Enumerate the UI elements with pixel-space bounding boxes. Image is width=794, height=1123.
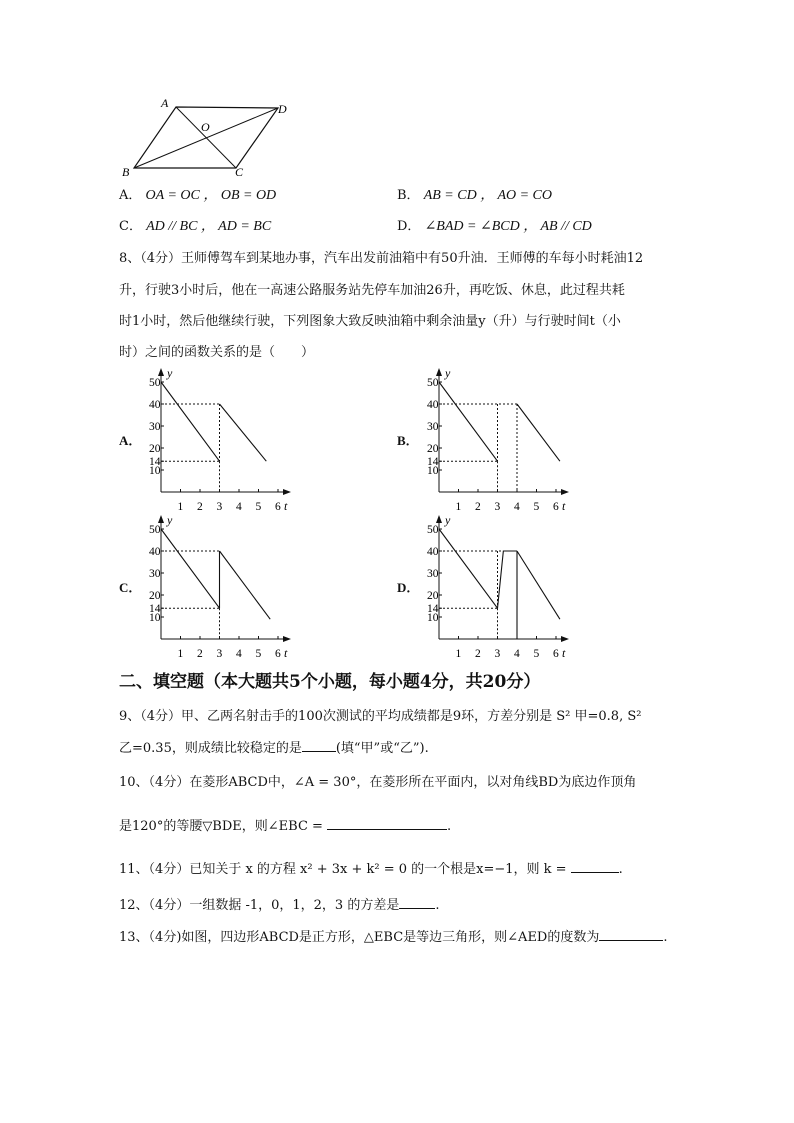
y-tick-label: 50: [149, 377, 161, 389]
x-tick-label: 3: [494, 648, 501, 660]
y-tick-label: 30: [427, 568, 439, 580]
y-tick-label: 14: [149, 456, 161, 469]
q11-line: [119, 860, 623, 878]
option-text: AD // BC ， AD = BC: [146, 219, 272, 234]
q8-line-4: 时）之间的函数关系的是（ ）: [119, 345, 315, 360]
t-axis-label: t: [562, 499, 566, 513]
q11-text-b: .: [618, 862, 623, 877]
q7-option-c: [119, 219, 271, 236]
graph-b: [427, 365, 577, 515]
q7-option-a: [119, 188, 276, 205]
q9-line-2-b: (填“甲”或“乙”).: [335, 741, 429, 756]
series-second-leg: [220, 551, 271, 619]
x-tick-label: 5: [533, 501, 540, 513]
q12-text-a: 12、（4分）一组数据 -1，0，1，2，3 的方差是: [119, 898, 400, 913]
x-tick-label: 2: [197, 501, 203, 513]
y-axis-arrow: [158, 515, 164, 523]
x-axis-arrow: [561, 489, 569, 495]
q13-answer-blank[interactable]: [599, 928, 663, 941]
y-tick-label: 50: [427, 524, 439, 536]
q7-option-d: [397, 219, 592, 236]
y-tick-label: 14: [149, 603, 161, 616]
x-tick-label: 1: [177, 501, 184, 513]
x-tick-label: 1: [455, 501, 462, 513]
t-axis-label: t: [284, 499, 288, 513]
option-text: OA = OC ， OB = OD: [145, 188, 277, 203]
x-axis-arrow: [283, 636, 291, 642]
x-tick-label: 3: [216, 648, 223, 660]
parallelogram-figure: [118, 96, 298, 182]
q10-line-2-b: .: [446, 819, 452, 834]
x-tick-label: 1: [177, 648, 184, 660]
y-tick-label: 30: [149, 421, 161, 433]
y-tick-label: 14: [427, 456, 439, 469]
y-tick-label: 20: [149, 443, 161, 455]
t-axis-label: t: [284, 646, 288, 660]
y-tick-label: 10: [149, 465, 161, 477]
graph-c-label: C．: [119, 580, 142, 595]
label-c: C: [235, 165, 244, 179]
q13-text-a: 13、（4分)如图，四边形ABCD是正方形，△EBC是等边三角形，则∠AED的度数为: [119, 930, 600, 945]
y-tick-label: 14: [427, 603, 439, 616]
y-axis-arrow: [436, 515, 442, 523]
y-tick-label: 30: [149, 568, 161, 580]
x-tick-label: 5: [255, 648, 262, 660]
x-tick-label: 2: [197, 648, 203, 660]
y-axis-label: y: [445, 513, 451, 527]
y-axis-label: y: [445, 366, 451, 380]
graph-b-label: B．: [397, 433, 419, 448]
x-tick-label: 4: [236, 648, 242, 660]
y-axis-label: y: [167, 513, 173, 527]
x-tick-label: 2: [475, 501, 481, 513]
t-axis-label: t: [562, 646, 566, 660]
graph-d: [427, 512, 577, 662]
q9-line-2: [119, 739, 429, 757]
x-tick-label: 3: [216, 501, 223, 513]
series-first-leg: [161, 382, 220, 461]
series-second-leg: [220, 404, 267, 461]
y-axis-label: y: [167, 366, 173, 380]
q10-line-1: 10、（4分）在菱形ABCD中，∠A = 30°，在菱形所在平面内，以对角线BD为底边作顶角: [119, 775, 637, 790]
section-2-title: 二、填空题（本大题共5个小题，每小题4分，共20分）: [119, 672, 541, 692]
graph-d-panel: [397, 512, 577, 662]
q8-line-3: 时1小时，然后他继续行驶，下列图象大致反映油箱中剩余油量y（升）与行驶时间t（小: [119, 314, 621, 329]
x-axis-arrow: [283, 489, 291, 495]
graph-b-panel: [397, 365, 577, 515]
x-tick-label: 5: [533, 648, 540, 660]
series-second-leg: [517, 551, 560, 619]
y-tick-label: 10: [427, 612, 439, 624]
y-tick-label: 40: [149, 399, 161, 411]
option-letter: D．: [397, 219, 421, 234]
option-text: AB = CD ， AO = CO: [423, 188, 553, 203]
q9-answer-blank[interactable]: [302, 739, 336, 752]
y-tick-label: 50: [427, 377, 439, 389]
option-text: ∠BAD = ∠BCD ， AB // CD: [424, 219, 592, 234]
graph-c: [149, 512, 299, 662]
q12-answer-blank[interactable]: [399, 896, 435, 909]
series-first-leg: [161, 529, 220, 608]
q10-line-2: [119, 817, 451, 835]
option-letter: A．: [119, 188, 142, 203]
series-first-leg: [439, 529, 498, 608]
series-refuel-rest: [498, 551, 518, 608]
y-tick-label: 20: [427, 590, 439, 602]
y-tick-label: 10: [427, 465, 439, 477]
y-tick-label: 20: [149, 590, 161, 602]
x-tick-label: 4: [514, 501, 520, 513]
q10-answer-blank[interactable]: [327, 817, 447, 830]
q12-text-b: .: [435, 898, 440, 913]
series-first-leg: [439, 382, 498, 461]
x-tick-label: 6: [553, 501, 559, 513]
y-tick-label: 40: [427, 546, 439, 558]
x-tick-label: 6: [553, 648, 559, 660]
x-tick-label: 1: [455, 648, 462, 660]
x-tick-label: 6: [275, 648, 281, 660]
y-axis-arrow: [158, 368, 164, 376]
q9-line-2-a: 乙=0.35，则成绩比较稳定的是: [119, 741, 302, 756]
q7-option-b: [397, 188, 552, 205]
y-tick-label: 40: [149, 546, 161, 558]
graph-a-label: A．: [119, 433, 142, 448]
q8-line-2: 升，行驶3小时后，他在一高速公路服务站先停车加油26升，再吃饭、休息，此过程共耗: [119, 283, 625, 298]
label-a: A: [161, 96, 169, 110]
option-letter: C．: [119, 219, 142, 234]
q13-line: [119, 928, 668, 946]
q10-line-2-a: 是120°的等腰▽BDE，则∠EBC =: [119, 819, 323, 834]
label-o: O: [201, 120, 210, 134]
q9-line-1: 9、（4分）甲、乙两名射击手的100次测试的平均成绩都是9环，方差分别是 S² 甲=0.8, S²: [119, 709, 642, 724]
x-tick-label: 4: [236, 501, 242, 513]
label-b: B: [122, 165, 130, 179]
q11-text-a: 11、（4分）已知关于 x 的方程 x² + 3x + k² = 0 的一个根是x=−1，则 k =: [119, 862, 567, 877]
y-tick-label: 30: [427, 421, 439, 433]
graph-c-panel: [119, 512, 299, 662]
q13-text-b: .: [663, 930, 668, 945]
graph-a: [149, 365, 299, 515]
graph-a-panel: [119, 365, 299, 515]
q11-answer-blank[interactable]: [571, 860, 619, 873]
y-tick-label: 20: [427, 443, 439, 455]
x-tick-label: 5: [255, 501, 262, 513]
x-tick-label: 6: [275, 501, 281, 513]
q12-line: [119, 896, 439, 914]
q8-line-1: 8、（4分）王师傅驾车到某地办事，汽车出发前油箱中有50升油．王师傅的车每小时耗油12: [119, 251, 644, 266]
y-tick-label: 50: [149, 524, 161, 536]
option-letter: B．: [397, 188, 420, 203]
x-tick-label: 4: [514, 648, 520, 660]
x-axis-arrow: [561, 636, 569, 642]
y-tick-label: 10: [149, 612, 161, 624]
y-tick-label: 40: [427, 399, 439, 411]
x-tick-label: 3: [494, 501, 501, 513]
x-tick-label: 2: [475, 648, 481, 660]
y-axis-arrow: [436, 368, 442, 376]
graph-d-label: D．: [397, 580, 420, 595]
series-second-leg: [517, 404, 560, 461]
label-d: D: [278, 102, 287, 116]
